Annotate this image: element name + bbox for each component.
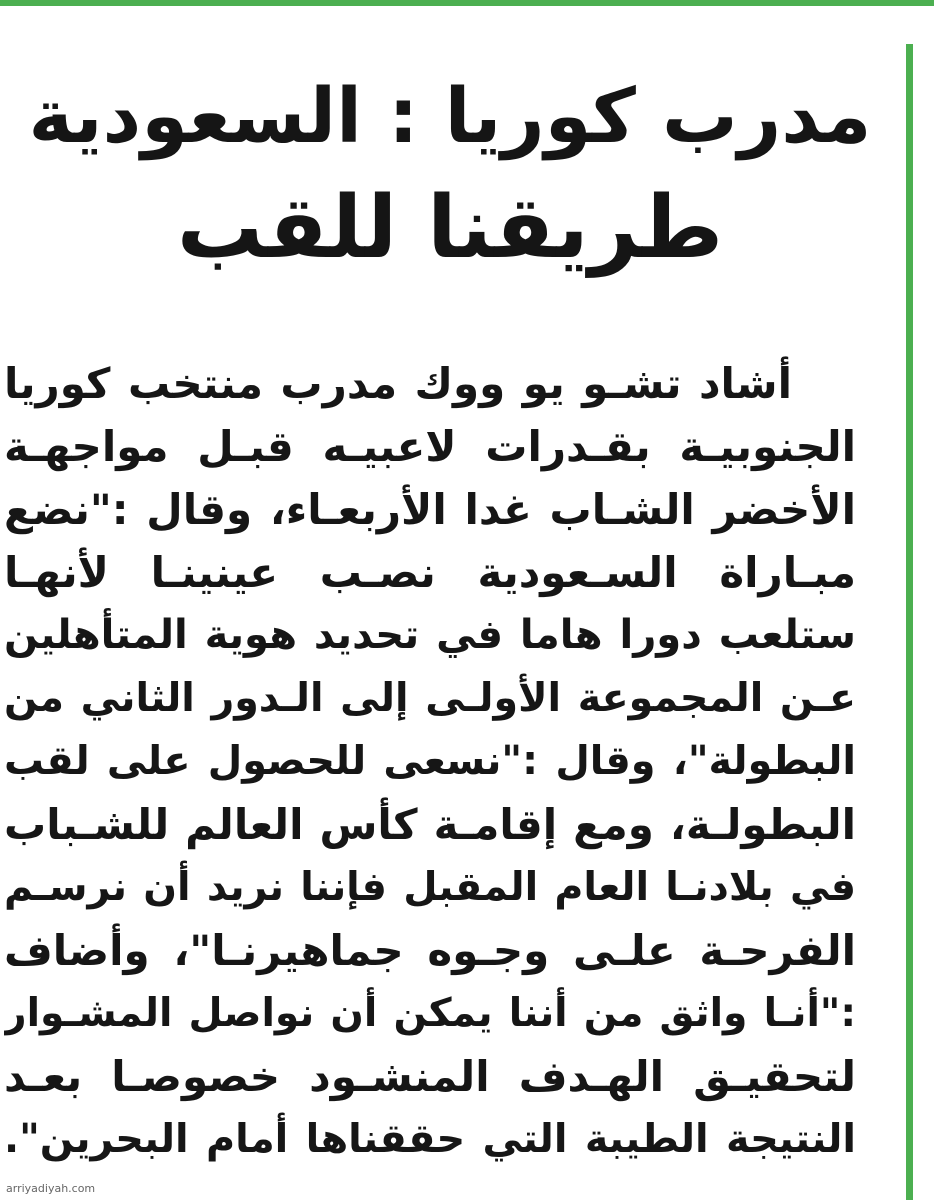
body-line: البطولـة، ومع إقامـة كأس العالم للشـباب	[4, 800, 856, 849]
body-line: أشاد تشـو يو ووك مدرب منتخب كوريا	[4, 359, 792, 408]
top-green-rule	[0, 0, 934, 6]
body-line: الجنوبيـة بقـدرات لاعبيـه قبـل مواجهـة	[4, 422, 856, 471]
body-line: البطولة"، وقال :"نسعى للحصول على لقب	[4, 738, 856, 784]
body-line: :"أنـا واثق من أننا يمكن أن نواصل المشـوار	[4, 991, 856, 1036]
body-line: الأخضر الشـاب غدا الأربعـاء، وقال :"نضع	[4, 485, 856, 534]
body-line: النتيجة الطيبة التي حققناها أمام البحرين".	[4, 1116, 856, 1162]
body-line: مبـاراة السـعودية نصـب عينينـا لأنهـا	[4, 548, 856, 597]
body-line: الفرحـة علـى وجـوه جماهيرنـا"، وأضاف	[4, 926, 856, 975]
source-watermark: arriyadiyah.com	[6, 1182, 96, 1195]
article-body	[4, 352, 856, 1171]
headline-line-2: طريقنا للقب	[176, 178, 724, 278]
article-headline	[20, 60, 880, 284]
body-line: عـن المجموعة الأولـى إلى الـدور الثاني من	[4, 675, 856, 721]
body-line: في بلادنـا العام المقبل فإننا نريد أن نرسـم	[4, 864, 856, 910]
body-line: لتحقيـق الهـدف المنشـود خصوصـا بعـد	[4, 1052, 856, 1101]
column-green-rule	[906, 44, 913, 1200]
headline-line-1: مدرب كوريا : السعودية	[28, 72, 872, 160]
body-line: ستلعب دورا هاما في تحديد هوية المتأهلين	[4, 612, 856, 658]
